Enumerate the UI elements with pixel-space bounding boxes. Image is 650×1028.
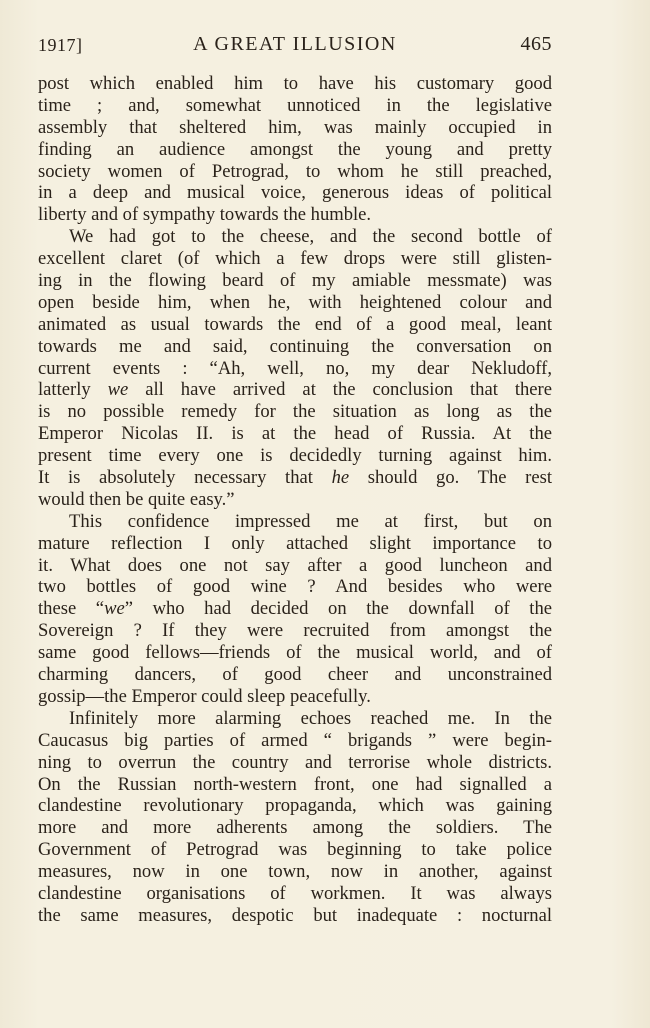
text-line: open beside him, when he, with heightened colour and	[38, 291, 552, 313]
body-text	[38, 73, 552, 927]
text-line: post which enabled him to have his customary good	[38, 73, 552, 94]
text-line: measures, now in one town, now in another, against	[38, 861, 552, 883]
text-line: gossip—the Emperor could sleep peacefully.	[38, 685, 371, 707]
text-segment: should go. The rest	[349, 467, 552, 489]
text-segment: ” who had decided on the downfall of the	[124, 598, 553, 620]
italic-word: we	[104, 598, 125, 620]
text-line: same good fellows—friends of the musical world, and of	[38, 642, 552, 664]
text-line: excellent claret (of which a few drops were still glisten-	[38, 248, 552, 270]
text-line: Sovereign ? If they were recruited from amongst the	[38, 620, 552, 642]
running-head-year: 1917]	[38, 35, 83, 55]
text-line: liberty and of sympathy towards the humble.	[38, 204, 372, 226]
text-line: This confidence impressed me at first, but on	[69, 510, 552, 532]
text-segment: latterly	[38, 379, 108, 401]
text-line: the same measures, despotic but inadequate : nocturnal	[38, 904, 552, 926]
text-line: society women of Petrograd, to whom he still preached,	[38, 160, 552, 182]
text-line	[38, 598, 552, 620]
text-line: two bottles of good wine ? And besides who were	[38, 576, 552, 598]
text-line: ning to overrun the country and terrorise whole districts.	[38, 751, 552, 773]
text-line: finding an audience amongst the young and pretty	[38, 138, 552, 160]
italic-word: he	[331, 467, 350, 489]
text-line: ing in the flowing beard of my amiable messmate) was	[38, 270, 552, 292]
text-line: current events : “Ah, well, no, my dear Nekludoff,	[38, 357, 552, 379]
text-line: animated as usual towards the end of a good meal, leant	[38, 313, 552, 335]
text-line: clandestine organisations of workmen. It was always	[38, 882, 552, 904]
text-line: in a deep and musical voice, generous ideas of political	[38, 182, 552, 204]
text-line: We had got to the cheese, and the second bottle of	[69, 226, 552, 248]
running-head	[38, 33, 552, 59]
text-line: towards me and said, continuing the conversation on	[38, 335, 552, 357]
text-line: On the Russian north-western front, one had signalled a	[38, 773, 552, 795]
text-line: is no possible remedy for the situation as long as the	[38, 401, 552, 423]
text-line: mature reflection I only attached slight importance to	[38, 532, 552, 554]
text-line: Emperor Nicolas II. is at the head of Russia. At the	[38, 423, 552, 445]
text-line	[38, 467, 552, 489]
text-line: more and more adherents among the soldiers. The	[38, 817, 552, 839]
text-segment: It is absolutely necessary that	[38, 467, 332, 489]
text-line: present time every one is decidedly turning against him.	[38, 445, 552, 467]
text-line	[38, 379, 552, 401]
text-line: Caucasus big parties of armed “ brigands ” were begin-	[38, 729, 552, 751]
italic-word: we	[107, 379, 129, 401]
text-line: Government of Petrograd was beginning to take police	[38, 839, 552, 861]
text-line: would then be quite easy.”	[38, 488, 235, 510]
text-line: clandestine revolutionary propaganda, which was gaining	[38, 795, 552, 817]
page-number: 465	[520, 33, 552, 55]
text-segment: all have arrived at the conclusion that there	[128, 379, 552, 401]
text-line: it. What does one not say after a good luncheon and	[38, 554, 552, 576]
text-line: assembly that sheltered him, was mainly occupied in	[38, 116, 552, 138]
text-line: Infinitely more alarming echoes reached me. In the	[69, 707, 552, 729]
text-segment: these “	[38, 598, 105, 620]
running-head-title: A GREAT ILLUSION	[193, 33, 397, 55]
text-line: charming dancers, of good cheer and unconstrained	[38, 664, 552, 686]
text-line: time ; and, somewhat unnoticed in the legislative	[38, 94, 552, 116]
